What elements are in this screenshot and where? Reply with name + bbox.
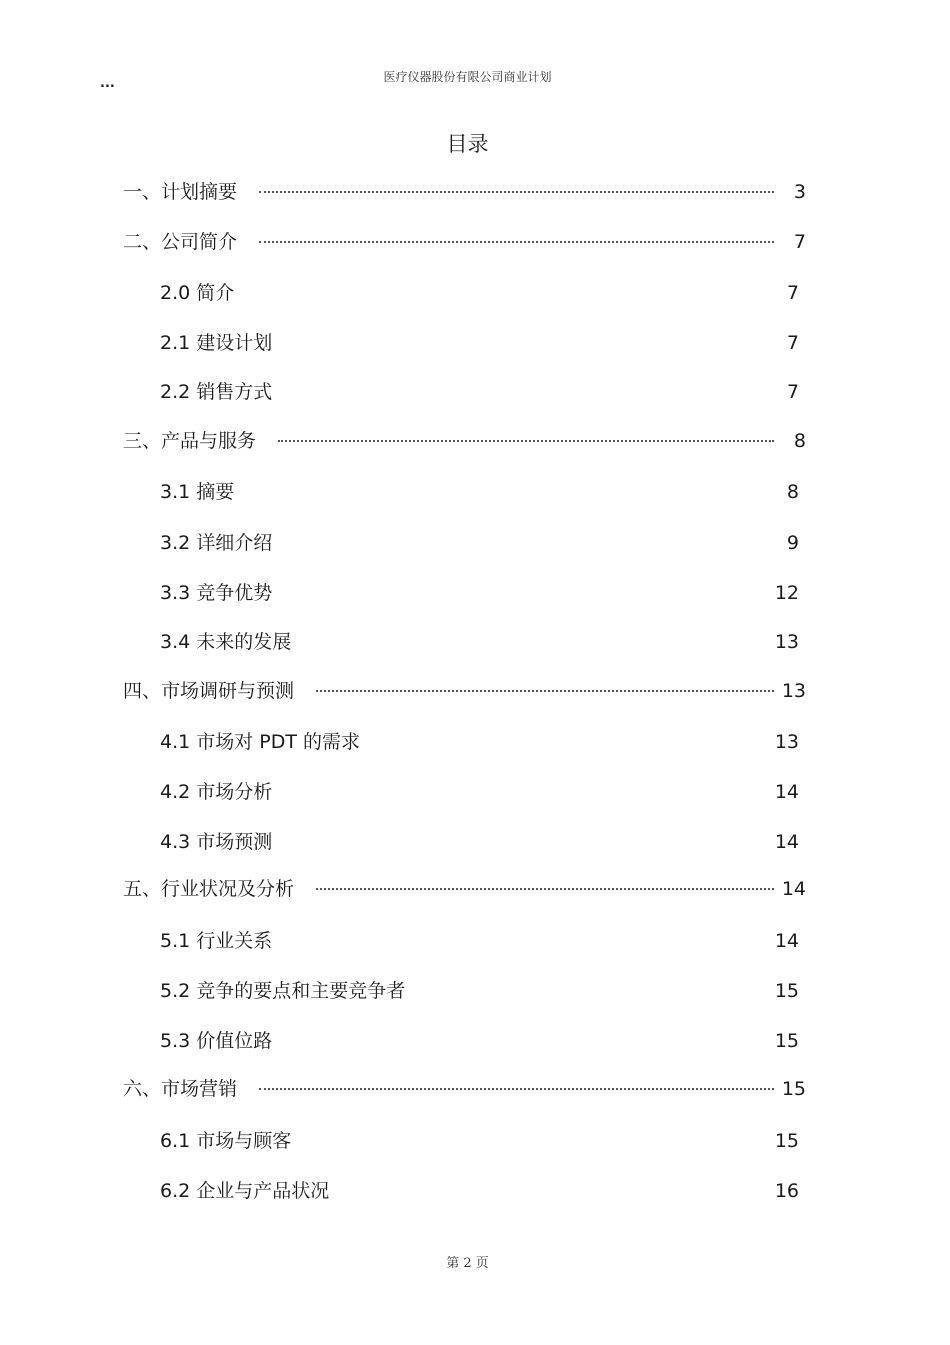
toc-entry-label: 五、行业状况及分析 <box>123 878 295 900</box>
toc-page-number: 16 <box>774 1180 799 1202</box>
toc-entry-label: 3.3 竞争优势 <box>160 582 273 604</box>
toc-entry-label: 3.4 未来的发展 <box>160 631 292 653</box>
toc-section-entry[interactable] <box>0 177 950 207</box>
toc-page-number: 15 <box>781 1078 806 1100</box>
toc-entry-label: 5.1 行业关系 <box>160 930 273 952</box>
toc-page-number: 9 <box>786 532 799 554</box>
toc-subsection-entry[interactable] <box>0 578 950 608</box>
toc-page-number: 7 <box>793 231 806 253</box>
toc-entry-label: 6.1 市场与顾客 <box>160 1130 292 1152</box>
page-number: 第 2 页 <box>446 1256 489 1271</box>
toc-page-number: 8 <box>786 481 799 503</box>
toc-page-number: 7 <box>786 332 799 354</box>
toc-page-number: 13 <box>781 680 806 702</box>
toc-entry-label: 2.2 销售方式 <box>160 381 273 403</box>
toc-entry-label: 三、产品与服务 <box>123 430 257 452</box>
toc-dot-leader <box>259 191 774 193</box>
toc-dot-leader <box>259 241 774 243</box>
toc-entry-label: 二、公司简介 <box>123 231 238 253</box>
toc-subsection-entry[interactable] <box>0 278 950 308</box>
toc-page-number: 15 <box>774 1030 799 1052</box>
toc-subsection-entry[interactable] <box>0 627 950 657</box>
toc-section-entry[interactable] <box>0 227 950 257</box>
toc-dot-leader <box>316 690 774 692</box>
toc-dot-leader <box>316 888 774 890</box>
toc-subsection-entry[interactable] <box>0 377 950 407</box>
header-marker: ... <box>100 76 115 91</box>
toc-section-entry[interactable] <box>0 1074 950 1104</box>
toc-page-number: 14 <box>774 781 799 803</box>
toc-dot-leader <box>259 1088 774 1090</box>
document-header: 医疗仪器股份有限公司商业计划 <box>383 70 552 84</box>
toc-entry-label: 3.2 详细介绍 <box>160 532 273 554</box>
toc-subsection-entry[interactable] <box>0 777 950 807</box>
toc-page-number: 15 <box>774 1130 799 1152</box>
toc-page-number: 8 <box>793 430 806 452</box>
toc-section-entry[interactable] <box>0 874 950 904</box>
toc-entry-label: 2.1 建设计划 <box>160 332 273 354</box>
toc-subsection-entry[interactable] <box>0 328 950 358</box>
toc-entry-label: 4.3 市场预测 <box>160 831 273 853</box>
toc-entry-label: 5.3 价值位路 <box>160 1030 273 1052</box>
toc-subsection-entry[interactable] <box>0 926 950 956</box>
toc-subsection-entry[interactable] <box>0 528 950 558</box>
toc-subsection-entry[interactable] <box>0 727 950 757</box>
toc-subsection-entry[interactable] <box>0 1176 950 1206</box>
toc-entry-label: 3.1 摘要 <box>160 481 235 503</box>
toc-entry-label: 5.2 竞争的要点和主要竞争者 <box>160 980 406 1002</box>
toc-page-number: 7 <box>786 282 799 304</box>
toc-page-number: 13 <box>774 731 799 753</box>
toc-title: 目录 <box>446 132 489 156</box>
toc-subsection-entry[interactable] <box>0 976 950 1006</box>
toc-subsection-entry[interactable] <box>0 477 950 507</box>
toc-subsection-entry[interactable] <box>0 1026 950 1056</box>
toc-page-number: 14 <box>781 878 806 900</box>
toc-entry-label: 2.0 简介 <box>160 282 235 304</box>
toc-page-number: 3 <box>793 181 806 203</box>
toc-page-number: 12 <box>774 582 799 604</box>
toc-page-number: 13 <box>774 631 799 653</box>
toc-entry-label: 四、市场调研与预测 <box>123 680 295 702</box>
toc-entry-label: 4.1 市场对 PDT 的需求 <box>160 731 361 753</box>
toc-subsection-entry[interactable] <box>0 827 950 857</box>
toc-page-number: 7 <box>786 381 799 403</box>
toc-entry-label: 一、计划摘要 <box>123 181 238 203</box>
toc-entry-label: 六、市场营销 <box>123 1078 238 1100</box>
toc-dot-leader <box>278 440 774 442</box>
toc-entry-label: 6.2 企业与产品状况 <box>160 1180 330 1202</box>
toc-page-number: 14 <box>774 831 799 853</box>
toc-page-number: 14 <box>774 930 799 952</box>
toc-subsection-entry[interactable] <box>0 1126 950 1156</box>
toc-entry-label: 4.2 市场分析 <box>160 781 273 803</box>
toc-page-number: 15 <box>774 980 799 1002</box>
toc-section-entry[interactable] <box>0 676 950 706</box>
toc-section-entry[interactable] <box>0 426 950 456</box>
